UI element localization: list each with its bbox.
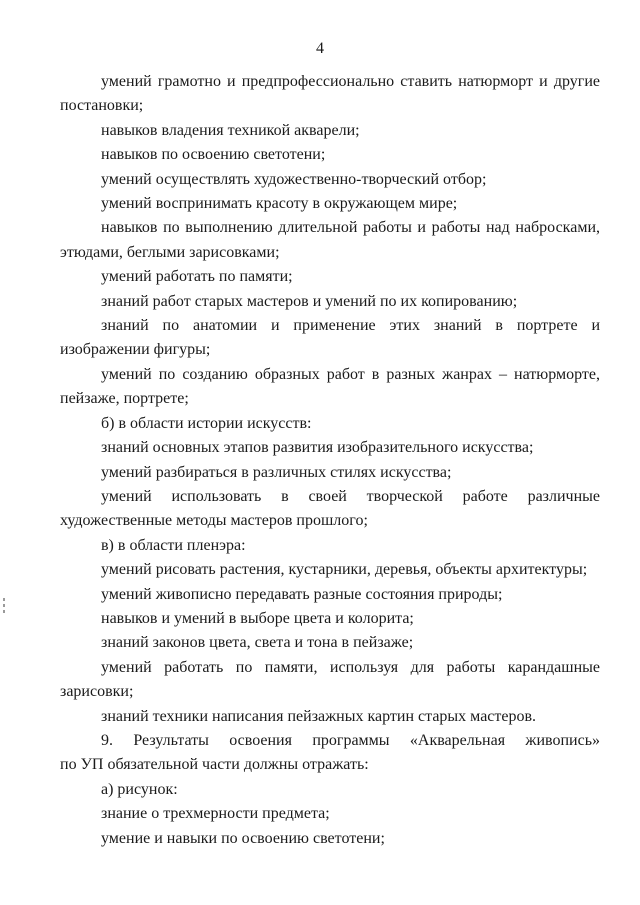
paragraph: умений разбираться в различных стилях искусства; [101,463,452,481]
section-9-heading-continuation: по УП обязательной части должны отражать: [60,756,369,774]
section-heading-plein-air: в) в области пленэра: [101,536,246,554]
page-number: 4 [316,40,324,57]
paragraph: умений грамотно и предпрофессионально ставить натюрморт и другие постановки; [60,73,600,115]
paragraph: умение и навыки по освоению светотени; [101,829,385,847]
paragraph: навыков владения техникой акварели; [101,121,360,139]
section-9-heading: 9. Результаты освоения программы «Акварельная живопись» [101,731,600,749]
paragraph: умений рисовать растения, кустарники, деревья, объекты архитектуры; [101,561,588,579]
document-body [60,70,600,851]
section-heading-art-history: б) в области истории искусств: [101,414,312,432]
paragraph: умений работать по памяти; [101,268,293,286]
paragraph: навыков и умений в выборе цвета и колорита; [101,609,414,627]
scan-artifact [3,604,5,607]
scan-artifact [3,610,5,613]
paragraph: навыков по освоению светотени; [101,146,326,164]
paragraph: умений работать по памяти, используя для работы карандашные зарисовки; [60,658,600,701]
paragraph: знаний техники написания пейзажных картин старых мастеров. [101,707,537,725]
paragraph: знание о трехмерности предмета; [101,805,330,823]
paragraph: умений живописно передавать разные состояния природы; [101,585,503,603]
paragraph: умений по созданию образных работ в разных жанрах – натюрморте, пейзаже, портрете; [60,365,600,408]
paragraph: знаний законов цвета, света и тона в пейзаже; [101,634,414,652]
paragraph: знаний основных этапов развития изобразительного искусства; [101,439,534,457]
paragraph: знаний работ старых мастеров и умений по их копированию; [101,292,518,310]
section-heading-drawing: а) рисунок: [101,780,178,798]
scan-artifact [3,598,5,601]
paragraph: умений осуществлять художественно-творческий отбор; [101,170,487,188]
paragraph: знаний по анатомии и применение этих знаний в портрете и изображении фигуры; [60,317,600,359]
paragraph: умений использовать в своей творческой работе различные художественные методы мастеров прошлого; [60,487,600,530]
paragraph: умений воспринимать красоту в окружающем мире; [101,195,458,213]
paragraph: навыков по выполнению длительной работы и работы над набросками, этюдами, беглыми зарисовками; [60,219,600,261]
